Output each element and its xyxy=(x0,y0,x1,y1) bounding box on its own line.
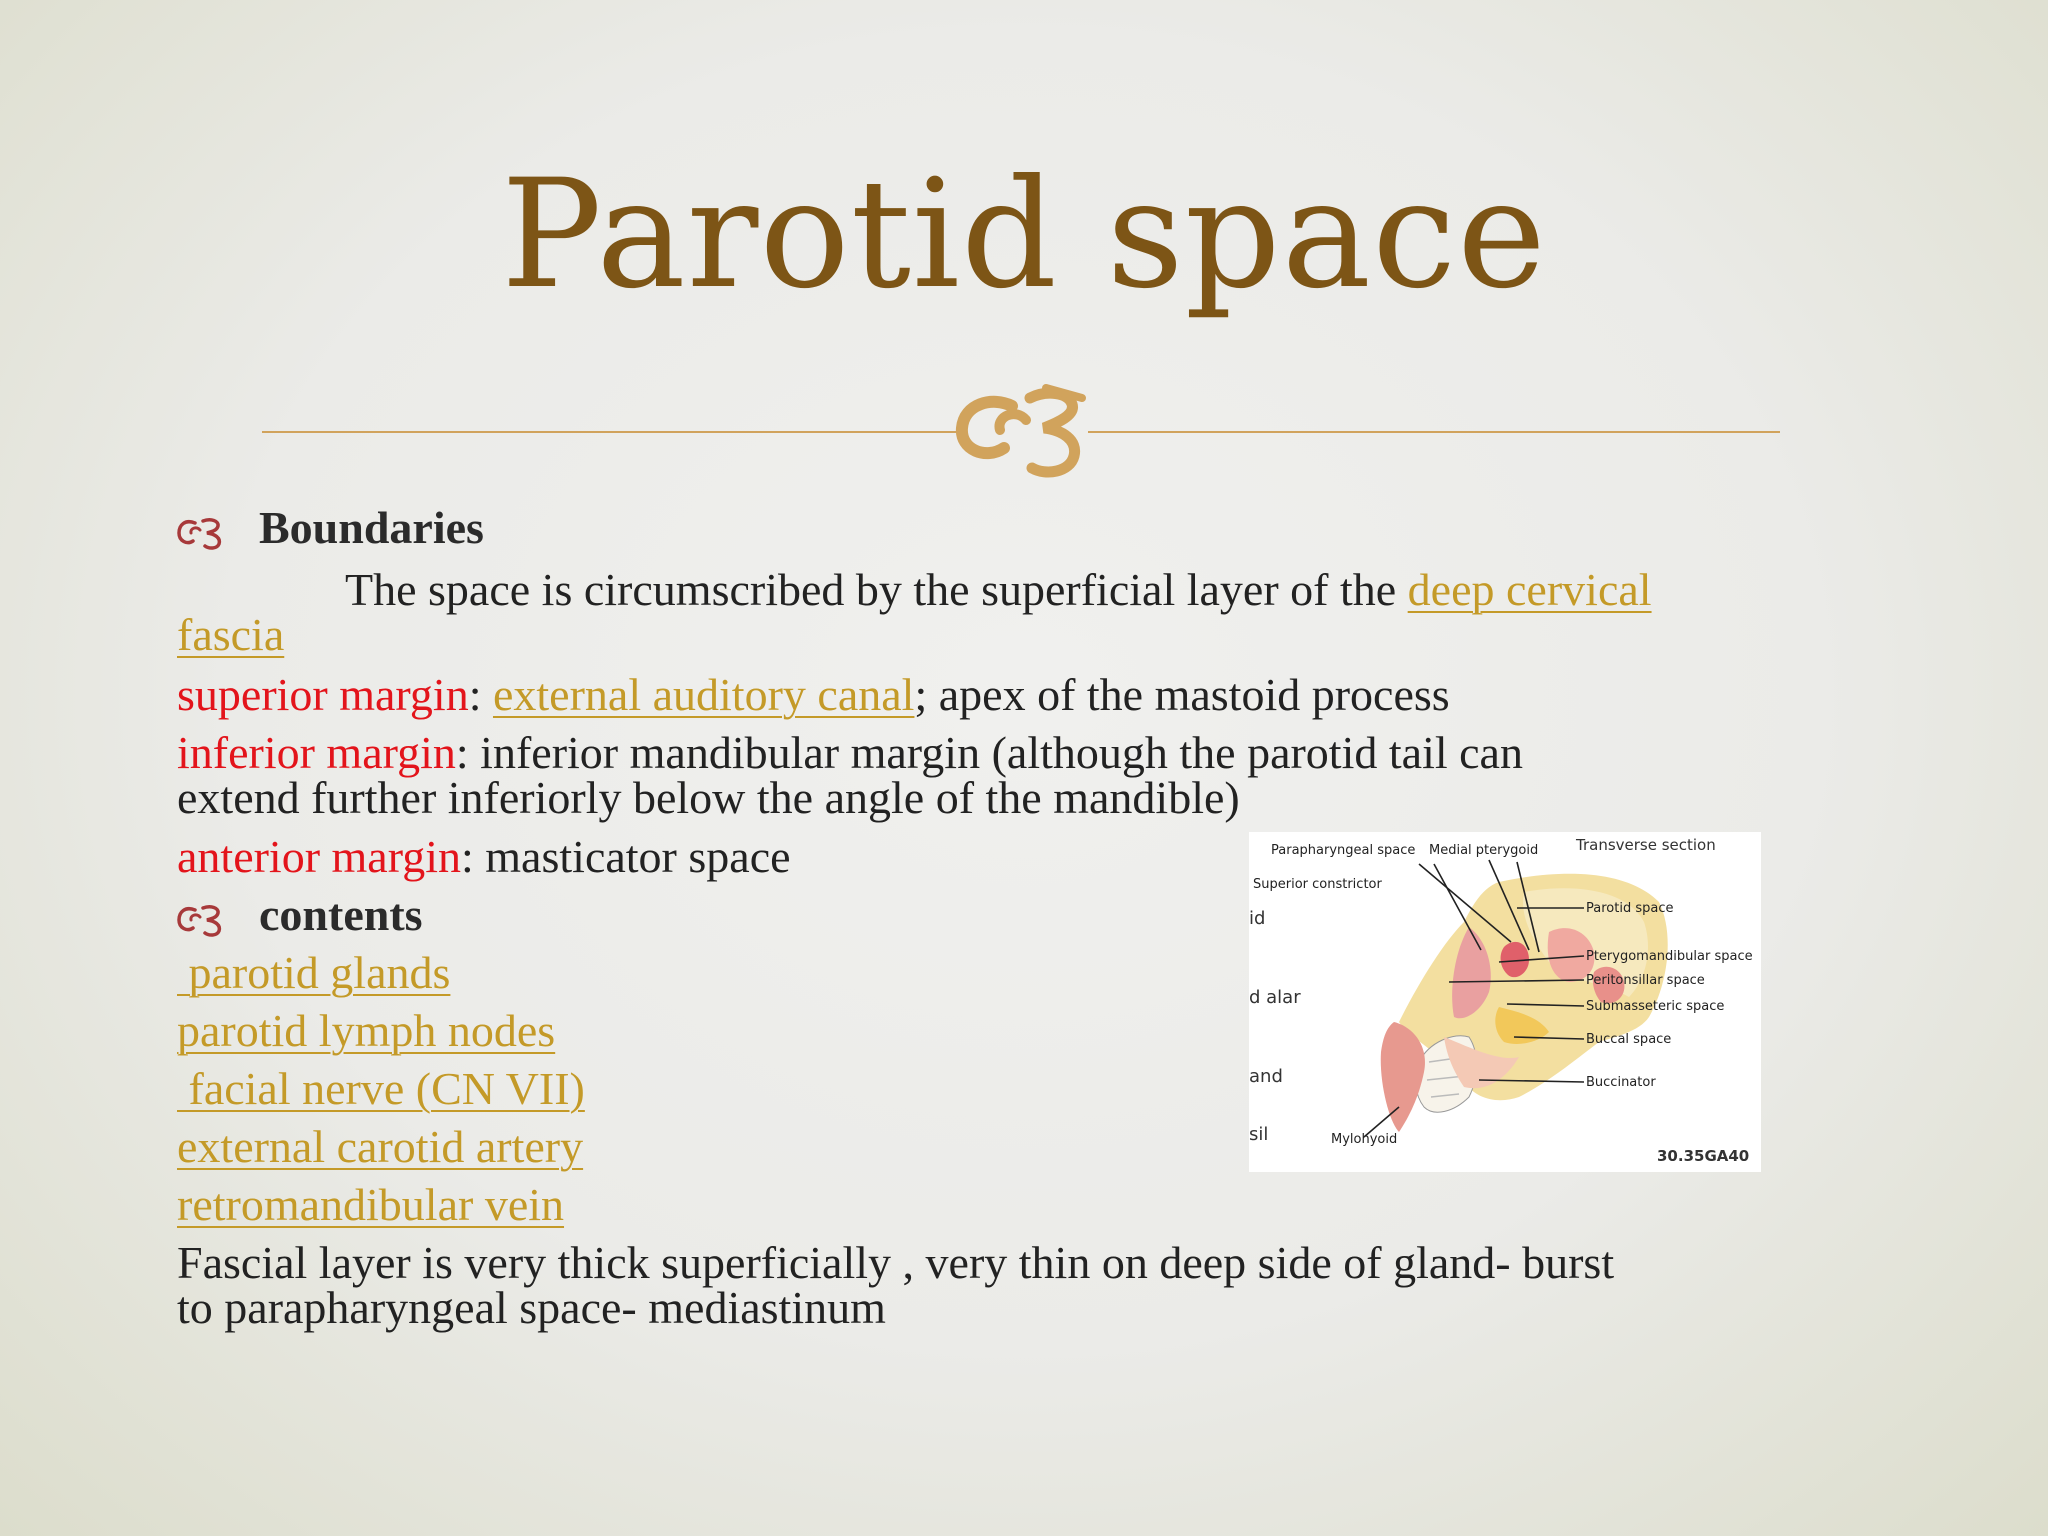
external-carotid-artery-link[interactable]: external carotid artery xyxy=(177,1121,584,1172)
figure-label-superior-constrictor: Superior constrictor xyxy=(1253,877,1382,892)
figure-label-mylohyoid: Mylohyoid xyxy=(1331,1132,1398,1147)
superior-margin-text: ; apex of the mastoid process xyxy=(914,669,1450,720)
figure-cut-label: id xyxy=(1249,908,1266,929)
contents-item xyxy=(177,1179,565,1230)
contents-heading: contents xyxy=(259,889,423,940)
bullet-flourish-icon xyxy=(177,900,227,936)
flourish-ornament-icon xyxy=(950,378,1100,478)
title-divider-left xyxy=(262,431,962,433)
figure-label-buccinator: Buccinator xyxy=(1586,1075,1656,1090)
anterior-margin-label: anterior margin xyxy=(177,831,461,882)
figure-title: Transverse section xyxy=(1576,836,1716,854)
footer-line xyxy=(177,1237,1615,1288)
figure-label-parotid-space: Parotid space xyxy=(1586,901,1674,916)
inferior-margin-text: : inferior mandibular margin (although the parotid tail can xyxy=(455,727,1523,778)
figure-cut-label: d alar xyxy=(1249,987,1301,1008)
figure-label-buccal: Buccal space xyxy=(1586,1032,1672,1047)
fascia-link[interactable]: fascia xyxy=(177,609,285,660)
inferior-margin-line xyxy=(177,727,1523,778)
figure-label-pterygomandibular: Pterygomandibular space xyxy=(1586,949,1753,964)
retromandibular-vein-link[interactable]: retromandibular vein xyxy=(177,1179,565,1230)
transverse-section-figure xyxy=(1249,832,1761,1172)
boundaries-heading: Boundaries xyxy=(259,502,484,553)
parotid-lymph-nodes-link[interactable]: parotid lymph nodes xyxy=(177,1005,556,1056)
superior-margin-line: superior margin: external auditory canal; apex of the mastoid process xyxy=(177,669,1450,720)
facial-nerve-link[interactable]: facial nerve (CN VII) xyxy=(177,1063,585,1114)
superior-margin-label: superior margin xyxy=(177,669,469,720)
figure-label-peritonsillar: Peritonsillar space xyxy=(1586,973,1705,988)
bullet-flourish-icon xyxy=(177,513,227,549)
inferior-margin-label: inferior margin xyxy=(177,727,456,778)
contents-item xyxy=(177,1005,556,1056)
contents-item xyxy=(177,1063,585,1114)
parotid-glands-link[interactable]: parotid glands xyxy=(177,947,451,998)
anterior-margin-line xyxy=(177,831,791,882)
figure-cut-label: and xyxy=(1249,1066,1283,1087)
figure-label-submasseteric: Submasseteric space xyxy=(1586,999,1725,1014)
figure-label-medial-pterygoid: Medial pterygoid xyxy=(1429,843,1539,858)
boundaries-intro-text: The space is circumscribed by the superficial layer of the xyxy=(345,564,1408,615)
inferior-margin-text-2: extend further inferiorly below the angle of the mandible) xyxy=(177,772,1240,823)
footer-text-2: to parapharyngeal space- mediastinum xyxy=(177,1282,886,1333)
boundaries-intro-line xyxy=(345,564,1652,615)
boundaries-intro-line-2 xyxy=(177,609,285,660)
anterior-margin-text: : masticator space xyxy=(461,831,791,882)
inferior-margin-line-2 xyxy=(177,772,1240,823)
contents-item xyxy=(177,1121,584,1172)
figure-code: 30.35GA40 xyxy=(1657,1147,1750,1165)
figure-cut-label: sil xyxy=(1249,1124,1269,1145)
figure-label-parapharyngeal: Parapharyngeal space xyxy=(1271,843,1416,858)
footer-line-2 xyxy=(177,1282,886,1333)
footer-text: Fascial layer is very thick superficially , very thin on deep side of gland- burst xyxy=(177,1237,1615,1288)
slide-title: Parotid space xyxy=(501,148,1547,322)
contents-item xyxy=(177,947,451,998)
title-divider-right xyxy=(1088,431,1780,433)
deep-cervical-link[interactable]: deep cervical xyxy=(1407,564,1652,615)
external-auditory-canal-link[interactable]: external auditory canal xyxy=(492,669,915,720)
